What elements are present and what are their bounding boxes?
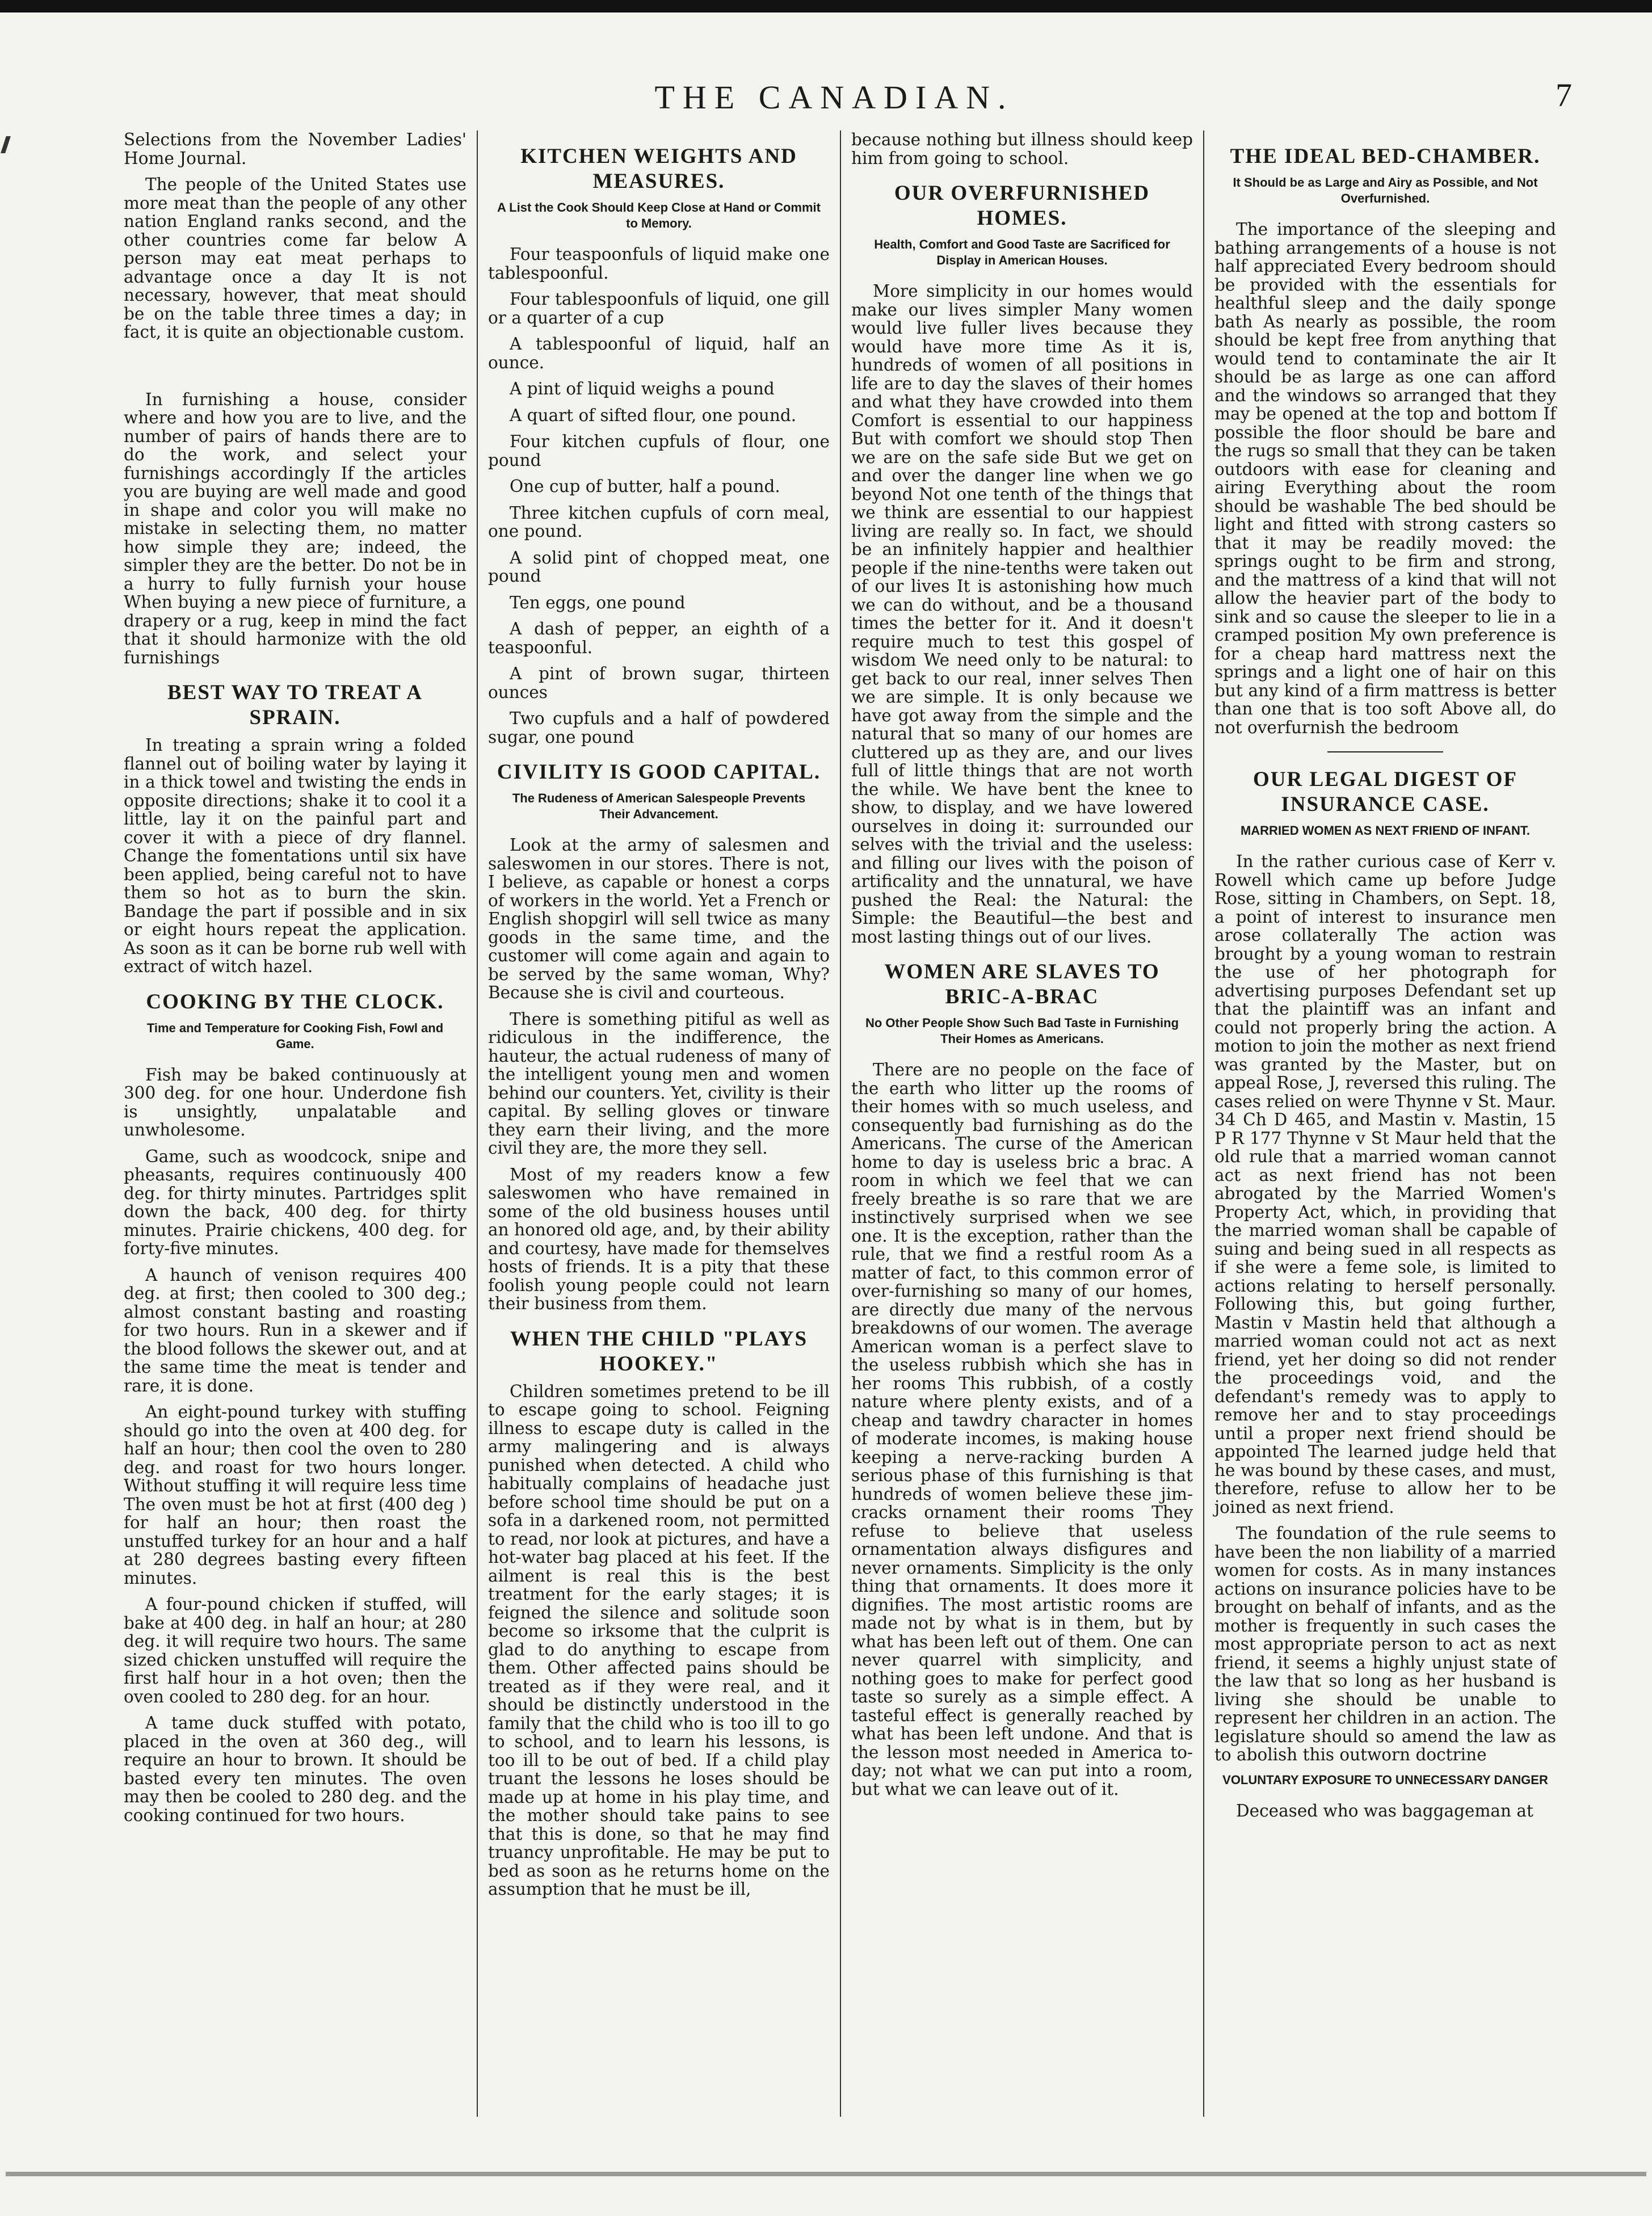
- article-paragraph: Four tablespoonfuls of liquid, one gill or a quarter of a cup: [488, 289, 830, 327]
- article-paragraph: More simplicity in our homes would make our lives simpler Many women would live fuller lives because they would have more time As it is, hundreds of women of all positions in life are to day the slaves of their homes and what they have crowded into them Comfort is essential to our happiness But with comfort we should stop Then we are on the safe side But we get on and over the danger line when we go beyond Not one tenth of the things that we think are essential to our happiest living are really so. In fact, we should be an infinitely happier and healthier people if the nine-tenths were taken out of our lives It is astonishing how much we can do without, and be a thousand times the better for it. And it doesn't require much to test this gospel of wisdom We need only to be natural: to get back to our real, inner selves Then we are simple. It is only because we have got away from the simple and the natural that so many of our homes are cluttered up as they are, and our lives full of little things that are not worth the while. We have bent the knee to show, to display, and we have lowered ourselves in doing it: surrounded our selves with the trivial and the useless: and filling our lives with the poison of artificality and the unnatural, we have pushed the Real: the Natural: the Simple: the Beautiful—the best and most lasting things out of our lives.: [851, 281, 1193, 947]
- article-headline: OUR LEGAL DIGEST OF INSURANCE CASE.: [1252, 768, 1518, 816]
- article-paragraph: Four teaspoonfuls of liquid make one tablespoonful.: [488, 245, 830, 283]
- article-subhead: Health, Comfort and Good Taste are Sacrificed for Display in American Houses.: [874, 237, 1170, 267]
- article-paragraph: There is something pitiful as well as ridiculous in the indifference, the hauteur, the actual rudeness of many of the intelligent young men and women behind our counters. Yet, civility is their capital. By selling gloves or tinware they earn their living, and the more civil they are, the more they sell.: [488, 1009, 830, 1158]
- article-paragraph: Three kitchen cupfuls of corn meal, one pound.: [488, 503, 830, 541]
- article-headline: BEST WAY TO TREAT A SPRAIN.: [167, 681, 423, 729]
- article-paragraph: In treating a sprain wring a folded flannel out of boiling water by laying it in a thick towel and twisting the ends in opposite directions; shake it to cool it a little, lay it on the painful part and cover it with a piece of dry flannel. Change the fomentations until six have been applied, being careful not to have them so hot as to burn the skin. Bandage the part if possible and in six or eight hours repeat the application. As soon as it can be borne rub well with extract of witch hazel.: [124, 735, 466, 976]
- article-subhead: Time and Temperature for Cooking Fish, Fowl and Game.: [146, 1020, 444, 1051]
- article-paragraph: A pint of brown sugar, thirteen ounces: [488, 664, 830, 702]
- paragraph-gap: [124, 350, 466, 390]
- article-headline: OUR OVERFURNISHED HOMES.: [894, 182, 1150, 230]
- article-subhead: VOLUNTARY EXPOSURE TO UNNECESSARY DANGER: [1222, 1772, 1548, 1787]
- page-bottom-edge: [6, 2172, 1646, 2176]
- article-paragraph: A tablespoonful of liquid, half an ounce.: [488, 334, 830, 372]
- article-headline: THE IDEAL BED-CHAMBER.: [1230, 145, 1541, 168]
- article-subhead: No Other People Show Such Bad Taste in Furnishing Their Homes as Americans.: [865, 1016, 1179, 1046]
- article-headline: COOKING BY THE CLOCK.: [146, 990, 444, 1014]
- article-paragraph: In furnishing a house, consider where and how you are to live, and the number of pairs of hands there are to do the work, and select your furnishings accordingly If the articles you are buying are well made and good in shape and color you will make no mistake in selecting them, no matter how simple they are; indeed, the simpler they are the better. Do not be in a hurry to fully furnish your house When buying a new piece of furniture, a drapery or a rug, keep in mind the fact that it should harmonize with the old furnishings: [124, 389, 466, 667]
- article-paragraph: Deceased who was baggageman at: [1236, 1801, 1533, 1820]
- article-paragraph: In the rather curious case of Kerr v. Rowell which came up before Judge Rose, sitting in Chambers, on Sept. 18, a point of interest to insurance men arose collaterally The action was brought by a young woman to restrain the use of her photograph for advertising purposes Defendant set up that the plaintiff was an infant and could not properly bring the action. A motion to join the mother as next friend was granted by the Master, but on appeal Rose, J, reversed this ruling. The cases relied on were Thynne v St. Maur. 34 Ch D 465, and Mastin v. Mastin, 15 P R 177 Thynne v St Maur held that the old rule that a married woman cannot act as next friend has not been abrogated by the Married Women's Property Act, which, in providing that the married woman shall be capable of suing and being sued in all respects as if she were a feme sole, is limited to actions relating to herself personally. Following this, but going further, Mastin v Mastin held that although a married woman could not act as next friend, yet her doing so did not render the proceedings void, and the defendant's remedy was to apply to remove her and to stay proceedings until a proper next friend should be appointed The learned judge held that he was bound by these cases, and must, therefore, refuse to allow her to be joined as next friend.: [1214, 852, 1556, 1517]
- article-headline: WOMEN ARE SLAVES TO BRIC-A-BRAC: [884, 960, 1160, 1008]
- article-headline: WHEN THE CHILD "PLAYS HOOKEY.": [510, 1327, 808, 1376]
- article-paragraph: A dash of pepper, an eighth of a teaspoonful.: [488, 619, 830, 657]
- column-2: [477, 131, 840, 2117]
- article-paragraph: A four-pound chicken if stuffed, will bake at 400 deg. in half an hour; at 280 deg. it will require two hours. The same sized chicken unstuffed will require the first half hour in a hot oven; then the oven cooled to 280 deg. for an hour.: [124, 1595, 466, 1706]
- masthead: THE CANADIAN.: [654, 79, 1014, 116]
- article-subhead: It Should be as Large and Airy as Possible, and Not Overfurnished.: [1233, 175, 1538, 205]
- article-paragraph: A quart of sifted flour, one pound.: [510, 405, 797, 425]
- column-3: [840, 131, 1203, 2117]
- article-paragraph: There are no people on the face of the earth who litter up the rooms of their homes with so much useless, and consequently bad furnishing as do the Americans. The curse of the American home to day is useless bric a brac. A room in which we feel that we can freely breathe is so rare that we are instinctively surprised when we see one. It is the exception, rather than the rule, that we find a restful room As a matter of fact, to this common error of over-furnishing so many of our homes, are directly due many of the nervous breakdowns of our women. The average American woman is a perfect slave to the useless rubbish which she has in her rooms This rubbish, of a costly nature where plenty exists, and of a cheap and tawdry character in homes of moderate incomes, is making house keeping a nerve-racking burden A serious phase of this furnishing is that hundreds of women believe these jim-cracks ornament their rooms They refuse to believe that useless ornamentation always disfigures and never ornaments. Simplicity is the only thing that ornaments. It does more it dignifies. The most artistic rooms are made not by what is in them, but by what has been left out of them. One can never quarrel with simplicity, and nothing goes to make for perfect good taste so surely as a simple effect. A tasteful effect is generally reached by what has been left undone. And that is the lesson most needed in America to-day; not what we can put into a room, but what we can leave out of it.: [851, 1060, 1193, 1799]
- column-1: [114, 131, 477, 2117]
- article-paragraph: A haunch of venison requires 400 deg. at first; then cooled to 300 deg.; almost constant basting and roasting for two hours. Run in a skewer and if the blood follows the skewer out, and at the same time the meat is tender and rare, it is done.: [124, 1265, 466, 1395]
- column-4: [1203, 131, 1566, 2117]
- article-paragraph: Look at the army of salesmen and saleswomen in our stores. There is not, I believe, as capable or honest a corps of workers in the world. Yet a French or English shopgirl will sell twice as many goods in the same time, and the customer will come again and again to be served by the same woman, Why? Because she is civil and courteous.: [488, 835, 830, 1002]
- page-header: [85, 68, 1583, 131]
- article-paragraph: The importance of the sleeping and bathing arrangements of a house is not half appreciated Every bedroom should be provided with the essentials for healthful sleep and the daily sponge bath As nearly as possible, the room should be kept free from anything that would tend to contaminate the air It should be as large as one can afford and the windows so arranged that they may be opened at the top and bottom If possible the floor should be bare and the rugs so small that they can be taken outdoors with ease for cleaning and airing Everything about the room should be washable The bed should be light and fitted with strong casters so that it may be readily moved: the springs ought to be firm and strong, and the mattress of a kind that will not allow the heavier part of the body to sink and so cause the sleeper to lie in a cramped position My own preference is for a cheap hard mattress next the springs and a light one of hair on this but any kind of a firm mattress is better than one that is too soft Above all, do not overfurnish the bedroom: [1214, 220, 1556, 737]
- article-paragraph: The people of the United States use more meat than the people of any other nation England ranks second, and the other countries come far below A person may eat meat perhaps to advantage once a day It is not necessary, however, that meat should be on the table three times a day; in fact, it is quite an objectionable custom.: [124, 175, 466, 342]
- article-paragraph: because nothing but illness should keep him from going to school.: [851, 131, 1193, 168]
- article-paragraph: Two cupfuls and a half of powdered sugar, one pound: [488, 709, 830, 747]
- article-paragraph: Four kitchen cupfuls of flour, one pound: [488, 432, 830, 470]
- article-paragraph: Fish may be baked continuously at 300 deg. for one hour. Underdone fish is unsightly, unpalatable and unwholesome.: [124, 1065, 466, 1139]
- article-paragraph: A pint of liquid weighs a pound: [510, 379, 775, 398]
- margin-mark: [1, 136, 11, 153]
- article-paragraph: Most of my readers know a few saleswomen who have remained in some of the old business houses until an honored old age, and, by their ability and courtesy, have made for themselves hosts of friends. It is a pity that these foolish young people could not learn their business from them.: [488, 1164, 830, 1313]
- page-top-edge: [0, 0, 1652, 12]
- article-paragraph: A tame duck stuffed with potato, placed in the oven at 360 deg., will require an hour to brown. It should be basted every ten minutes. The oven may then be cooled to 280 deg. and the cooking continued for two hours.: [124, 1713, 466, 1825]
- article-headline: CIVILITY IS GOOD CAPITAL.: [497, 760, 821, 784]
- article-paragraph: Ten eggs, one pound: [510, 592, 686, 612]
- article-paragraph: Selections from the November Ladies' Home Journal.: [124, 131, 466, 168]
- article-paragraph: Game, such as woodcock, snipe and pheasants, requires continuously 400 deg. for thirty minutes. Partridges split down the back, 400 deg. for thirty minutes. Prairie chickens, 400 deg. for forty-five minutes.: [124, 1146, 466, 1258]
- article-paragraph: An eight-pound turkey with stuffing should go into the oven at 400 deg. for half an hour; then cool the oven to 280 deg. and roast for two hours longer. Without stuffing it will require less time The oven must be hot at first (400 deg ) for half an hour; then roast the unstuffed turkey for an hour and a half at 280 degrees basting every fifteen minutes.: [124, 1402, 466, 1588]
- article-paragraph: The foundation of the rule seems to have been the non liability of a married women for costs. As in many instances actions on insurance policies have to be brought on behalf of infants, and as the mother is frequently in such cases the most appropriate person to act as next friend, it seems a highly unjust state of the law that so long as her husband is living she should be unable to represent her children in an action. The legislature should so amend the law as to abolish this outworn doctrine: [1214, 1524, 1556, 1764]
- article-subhead: The Rudeness of American Salespeople Prevents Their Advancement.: [512, 791, 806, 821]
- article-headline: KITCHEN WEIGHTS AND MEASURES.: [520, 145, 797, 193]
- article-paragraph: A solid pint of chopped meat, one pound: [488, 548, 830, 586]
- article-subhead: MARRIED WOMEN AS NEXT FRIEND OF INFANT.: [1240, 823, 1531, 838]
- article-paragraph: Children sometimes pretend to be ill to escape going to school. Feigning illness to escape duty is called in the army malingering and is always punished when detected. A child who habitually complains of headache just before school time should be put on a sofa in a darkened room, not permitted to read, nor look at pictures, and have a hot-water bag placed at his feet. If the ailment is real this is the best treatment for the early stages; it is feigned the silence and solitude soon become so irksome that the culprit is glad to do anything to escape from them. Other affected pains should be treated as if they were real, and it should be distinctly understood in the family that the child who is too ill to go to school, and to learn his lessons, is too ill to be out of bed. If a child play truant the lessons he loses should be made up at home in his play time, and the mother should take pains to see that this is done, so that he may find truancy unprofitable. He may be put to bed as soon as he returns home on the assumption that he must be ill,: [488, 1381, 830, 1899]
- article-subhead: A List the Cook Should Keep Close at Hand or Commit to Memory.: [497, 200, 821, 230]
- article-paragraph: One cup of butter, half a pound.: [510, 477, 780, 496]
- section-divider: [1327, 751, 1444, 752]
- page-number: 7: [1556, 77, 1572, 113]
- article-columns: [114, 131, 1566, 2117]
